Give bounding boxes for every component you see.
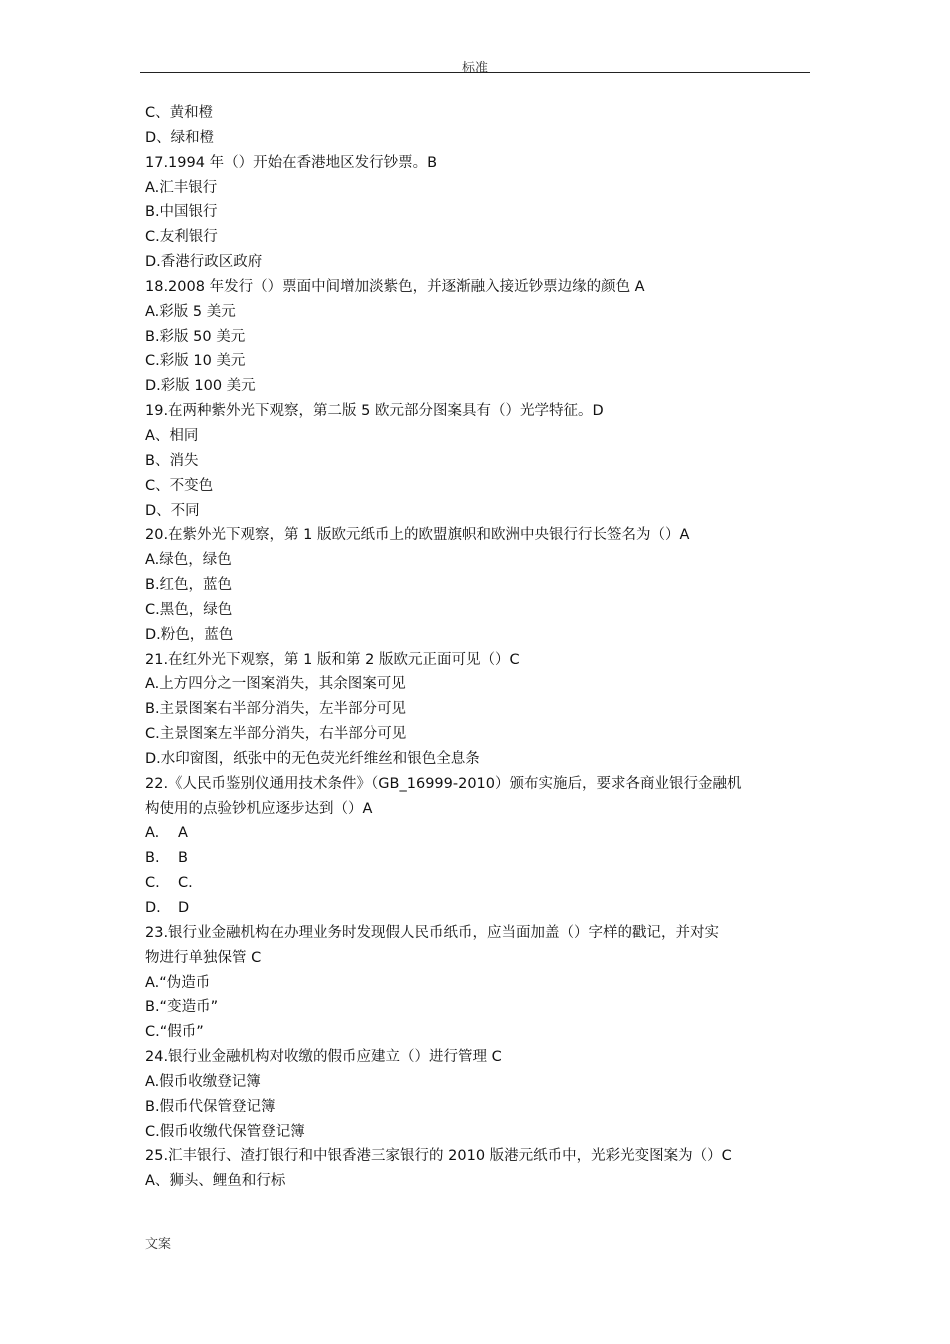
option-value: A — [178, 825, 188, 842]
option-line: D.水印窗图，纸张中的无色荧光纤维丝和银色全息条 — [145, 750, 480, 767]
option-letter: B. — [145, 850, 160, 867]
option-letter: A. — [145, 825, 160, 842]
question-22-continued: 构使用的点验钞机应逐步达到（）A — [145, 800, 373, 817]
option-line: C.主景图案左半部分消失，右半部分可见 — [145, 726, 407, 743]
option-line: C.彩版 10 美元 — [145, 353, 246, 370]
page-footer-text: 文案 — [145, 1237, 172, 1252]
option-line: B.中国银行 — [145, 204, 218, 221]
option-line: D.彩版 100 美元 — [145, 378, 256, 395]
option-line: A.上方四分之一图案消失，其余图案可见 — [145, 676, 406, 693]
option-line: B.彩版 50 美元 — [145, 328, 246, 345]
option-line: D.香港行政区政府 — [145, 254, 263, 271]
option-line — [145, 821, 810, 846]
question-25: 25.汇丰银行、渣打银行和中银香港三家银行的 2010 版港元纸币中，光彩光变图案为（）C — [145, 1148, 732, 1165]
question-21: 21.在红外光下观察，第 1 版和第 2 版欧元正面可见（）C — [145, 651, 520, 668]
header-divider — [140, 72, 810, 73]
question-23: 23.银行业金融机构在办理业务时发现假人民币纸币，应当面加盖（）字样的戳记，并对实 — [145, 924, 720, 941]
document-body — [145, 101, 810, 1194]
option-line: B.假币代保管登记簿 — [145, 1098, 276, 1115]
question-24: 24.银行业金融机构对收缴的假币应建立（）进行管理 C — [145, 1049, 502, 1066]
option-line: C.“假币” — [145, 1024, 204, 1041]
option-line: A、相同 — [145, 427, 199, 444]
option-line — [145, 846, 810, 871]
option-letter: C. — [145, 875, 160, 892]
question-22: 22.《人民币鉴别仪通用技术条件》（GB_16999-2010）颁布实施后，要求各商业银行金融机 — [145, 775, 742, 792]
option-line: A.“伪造币 — [145, 974, 211, 991]
page-header-title: 标准 — [461, 61, 488, 76]
option-line: A.彩版 5 美元 — [145, 303, 236, 320]
option-line: B.“变造币” — [145, 999, 219, 1016]
option-line: C、不变色 — [145, 477, 214, 494]
option-line: B、消失 — [145, 452, 199, 469]
option-line: A.绿色，绿色 — [145, 552, 232, 569]
option-letter: D. — [145, 900, 161, 916]
option-line: B.红色，蓝色 — [145, 577, 233, 594]
text-line: C、黄和橙 — [145, 105, 214, 121]
option-line: C.友利银行 — [145, 229, 218, 246]
option-line: C.黑色，绿色 — [145, 601, 233, 618]
text-line: D、绿和橙 — [145, 129, 215, 146]
option-line: A、狮头、鲤鱼和行标 — [145, 1173, 286, 1190]
option-line: A.汇丰银行 — [145, 179, 218, 196]
option-value: D — [178, 900, 190, 916]
option-value: B — [178, 850, 188, 867]
question-20: 20.在紫外光下观察，第 1 版欧元纸币上的欧盟旗帜和欧洲中央银行行长签名为（）A — [145, 527, 690, 544]
option-line: D、不同 — [145, 502, 200, 519]
option-line — [145, 896, 810, 921]
option-line: C.假币收缴代保管登记簿 — [145, 1123, 305, 1140]
option-line — [145, 871, 810, 896]
question-19: 19.在两种紫外光下观察，第二版 5 欧元部分图案具有（）光学特征。D — [145, 403, 604, 420]
option-line: A.假币收缴登记簿 — [145, 1073, 261, 1090]
option-value: C. — [178, 875, 193, 892]
option-line: D.粉色，蓝色 — [145, 626, 234, 643]
question-17: 17.1994 年（）开始在香港地区发行钞票。B — [145, 154, 438, 171]
option-line: B.主景图案右半部分消失，左半部分可见 — [145, 701, 407, 718]
question-18: 18.2008 年发行（）票面中间增加淡紫色，并逐渐融入接近钞票边缘的颜色 A — [145, 278, 645, 295]
question-23-continued: 物进行单独保管 C — [145, 949, 262, 966]
